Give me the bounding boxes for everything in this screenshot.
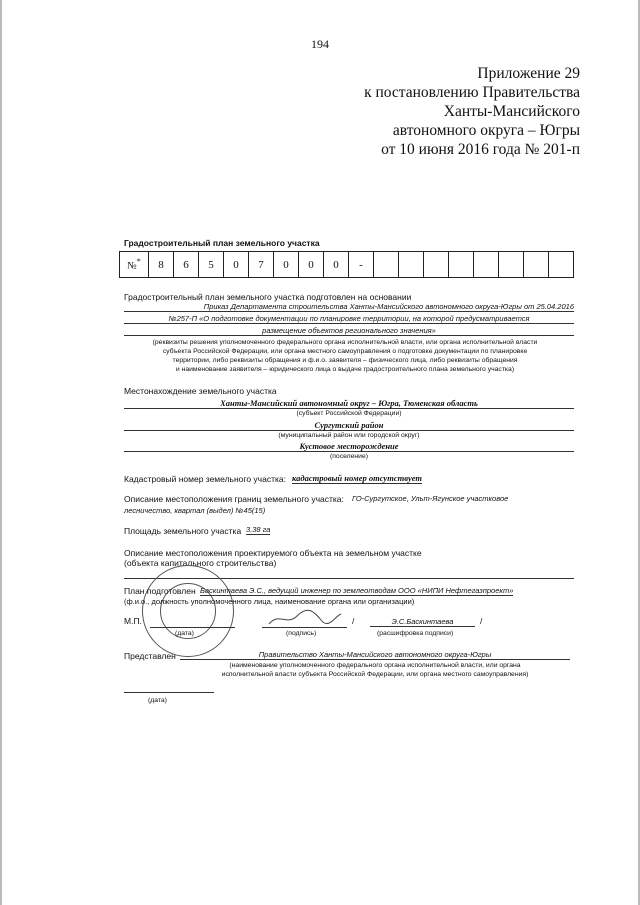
mp-label: М.П. <box>124 616 142 626</box>
number-sign: №* <box>120 252 149 278</box>
signature-line <box>262 627 347 628</box>
number-cell <box>424 252 449 278</box>
signer-note: (расшифровка подписи) <box>377 630 454 637</box>
number-cell: 0 <box>274 252 299 278</box>
location-subject: Ханты-Мансийский автономный округ – Югра, Тюменская область <box>124 398 574 409</box>
appendix-line-2: к постановлению Правительства <box>364 84 580 101</box>
appendix-line-3: Ханты-Мансийского <box>443 103 580 120</box>
description-value-2: лесничество, квартал (выдел) №45(15) <box>124 506 266 515</box>
basis-line-2: №257-П «О подготовке документации по планировке территории, на которой предусматривается <box>124 314 574 324</box>
basis-label: Градостроительный план земельного участка подготовлен на основании <box>124 292 412 302</box>
presented-label: Представлен <box>124 651 176 661</box>
signature-note: (подпись) <box>286 630 317 637</box>
final-date-line <box>124 692 214 693</box>
prepared-value: Баскинтаева Э.С., ведущий инженер по землеотводам ООО «НИПИ Нефтегазпроект» <box>200 586 514 595</box>
number-cell <box>399 252 424 278</box>
location-district-note: (муниципальный район или городской округ) <box>278 432 420 439</box>
signer-name: Э.С.Баскинтаева <box>370 617 475 627</box>
object-label-2: (объекта капитального строительства) <box>124 558 277 568</box>
number-cell: 7 <box>249 252 274 278</box>
cadastral-label: Кадастровый номер земельного участка: <box>124 474 286 484</box>
scan-edge-left <box>0 0 2 905</box>
basis-line-3: размещение объектов регионального значения» <box>124 326 574 336</box>
location-label: Местонахождение земельного участка <box>124 386 277 396</box>
description-value-1: ГО-Сургутское, Ульт-Ягунское участковое <box>352 494 509 503</box>
plan-title: Градостроительный план земельного участка <box>124 238 320 248</box>
number-cell <box>549 252 574 278</box>
area-label: Площадь земельного участка <box>124 526 242 536</box>
number-cell: 0 <box>224 252 249 278</box>
basis-note-4: и наименование заявителя – юридического лица о выдаче градостроительного плана земельного участка) <box>175 366 515 373</box>
prepared-note: (ф.и.о., должность уполномоченного лица, наименование органа или организации) <box>124 597 415 606</box>
number-cell <box>524 252 549 278</box>
number-cell <box>449 252 474 278</box>
presented-value: Правительство Ханты-Мансийского автономного округа-Югры <box>180 650 570 660</box>
appendix-header <box>364 64 580 159</box>
presented-note-1: (наименование уполномоченного федерального органа исполнительной власти, или органа <box>229 662 521 669</box>
presented-note-2: исполнительной власти субъекта Российской Федерации, или органа местного самоуправления) <box>221 671 529 678</box>
number-cell <box>499 252 524 278</box>
number-cell: 0 <box>299 252 324 278</box>
basis-note-3: территории, либо реквизиты обращения и ф.и.о. заявителя – физического лица, либо реквизиты обращения <box>172 357 518 364</box>
appendix-line-5: от 10 июня 2016 года № 201-п <box>381 141 580 158</box>
number-cell: 0 <box>324 252 349 278</box>
date-note: (дата) <box>175 630 194 637</box>
date-line <box>150 627 235 628</box>
final-date-note: (дата) <box>148 697 167 704</box>
appendix-line-4: автономного округа – Югры <box>392 122 580 139</box>
page-number: 194 <box>311 37 329 51</box>
location-district: Сургутский район <box>124 420 574 431</box>
basis-note-2: субъекта Российской Федерации, или органа местного самоуправления о подготовке документации по планировке <box>162 348 528 355</box>
description-label: Описание местоположения границ земельного участка: <box>124 494 344 504</box>
area-value: 3.38 га <box>246 525 271 534</box>
plan-number-grid <box>119 251 574 278</box>
prepared-label: План подготовлен <box>124 586 196 596</box>
basis-line-1: Приказ Департамента строительства Ханты-Мансийского автономного округа-Югры от 25.04.2016 <box>124 302 574 312</box>
location-subject-note: (субъект Российской Федерации) <box>296 410 402 417</box>
number-cell: 8 <box>149 252 174 278</box>
number-cell <box>374 252 399 278</box>
cadastral-value: кадастровый номер отсутствует <box>292 473 423 483</box>
number-cell: - <box>349 252 374 278</box>
object-label-1: Описание местоположения проектируемого объекта на земельном участке <box>124 548 422 558</box>
number-cell: 6 <box>174 252 199 278</box>
number-cell <box>474 252 499 278</box>
number-cell: 5 <box>199 252 224 278</box>
basis-note-1: (реквизиты решения уполномоченного федерального органа исполнительной власти, или органа исполнительной власти <box>152 339 538 346</box>
location-settlement: Кустовое месторождение <box>124 441 574 452</box>
location-settlement-note: (поселение) <box>329 453 369 460</box>
appendix-line-1: Приложение 29 <box>477 65 580 82</box>
